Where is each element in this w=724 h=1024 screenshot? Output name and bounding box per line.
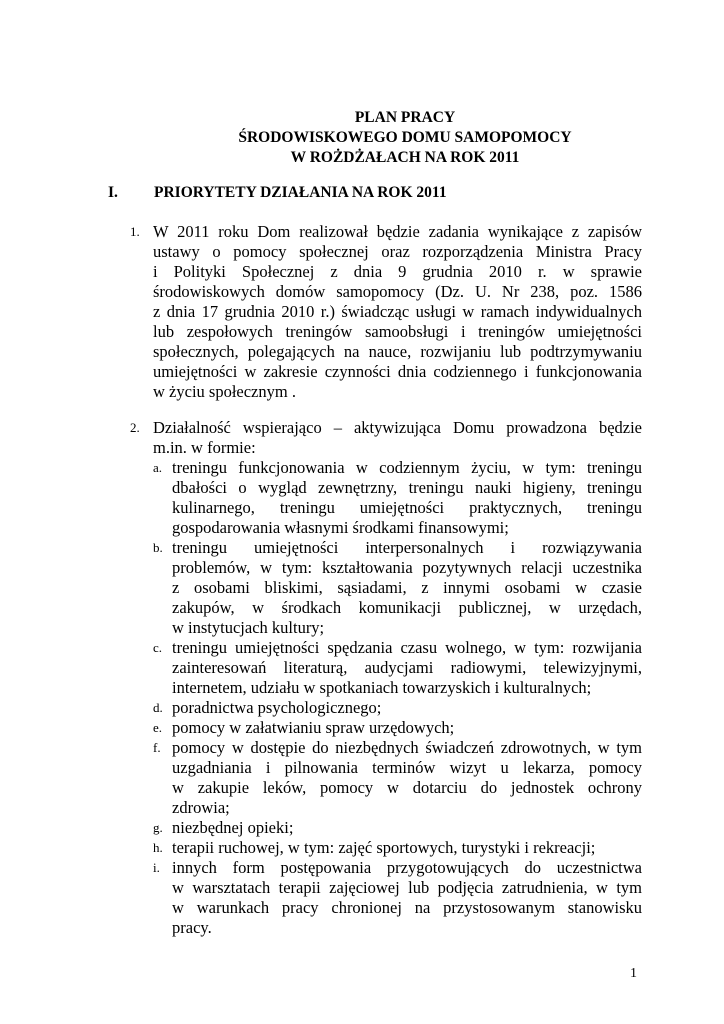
list-item-1 <box>130 222 642 402</box>
sub-item-letter: c. <box>153 640 163 655</box>
sub-item-line: pracy. <box>172 918 212 937</box>
section-heading <box>108 184 447 202</box>
sub-item-line: z osobami bliskimi, sąsiadami, z innymi osobami w czasie <box>172 578 642 597</box>
sub-item-letter: f. <box>153 740 161 755</box>
paragraph-line: umiejętności w zakresie czynności dnia codziennego i funkcjonowania <box>153 362 642 381</box>
sub-item-line: uzgadniania i pilnowania terminów wizyt u lekarza, pomocy <box>172 758 642 777</box>
section-title: PRIORYTETY DZIAŁANIA NA ROK 2011 <box>154 184 447 201</box>
sub-item-line: innych form postępowania przygotowujących do uczestnictwa <box>172 858 642 877</box>
section-number: I. <box>108 184 118 201</box>
sub-item-g <box>130 818 642 838</box>
sub-item-letter: b. <box>153 540 163 555</box>
sub-item-letter: g. <box>153 820 163 835</box>
sub-item-e <box>130 718 642 738</box>
list-item-number: 2. <box>130 420 140 435</box>
sub-item-letter: i. <box>153 860 160 875</box>
sub-item-line: kulinarnego, treningu umiejętności praktycznych, treningu <box>172 498 642 517</box>
paragraph-line: środowiskowych domów samopomocy (Dz. U. Nr 238, poz. 1586 <box>153 282 642 301</box>
sub-item-line: w instytucjach kultury; <box>172 618 325 637</box>
sub-item-line: w warsztatach terapii zajęciowej lub podjęcia zatrudnienia, w tym <box>172 878 642 897</box>
sub-item-h <box>130 838 642 858</box>
sub-item-line: problemów, w tym: kształtowania pozytywnych relacji uczestnika <box>172 558 642 577</box>
sub-item-letter: h. <box>153 840 163 855</box>
sub-item-letter: e. <box>153 720 163 735</box>
list-item-number: 1. <box>130 224 140 239</box>
paragraph-line: i Polityki Społecznej z dnia 9 grudnia 2010 r. w sprawie <box>153 262 642 281</box>
sub-item-line: pomocy w załatwianiu spraw urzędowych; <box>172 718 455 737</box>
sub-item-line: treningu funkcjonowania w codziennym życiu, w tym: treningu <box>172 458 642 477</box>
paragraph-line: Działalność wspierająco – aktywizująca Domu prowadzona będzie <box>153 418 642 437</box>
sub-item-line: dbałości o wygląd zewnętrzny, treningu nauki higieny, treningu <box>172 478 642 497</box>
document-title <box>180 108 630 168</box>
sub-item-line: w zakupie leków, pomocy w dotarciu do jednostek ochrony <box>172 778 642 797</box>
sub-item-line: zainteresowań literaturą, audycjami radiowymi, telewizyjnymi, <box>172 658 642 677</box>
sub-item-d <box>130 698 642 718</box>
sub-item-a <box>130 458 642 538</box>
paragraph-line: społecznych, polegających na nauce, rozwijaniu lub podtrzymywaniu <box>153 342 642 361</box>
sub-item-letter: a. <box>153 460 163 475</box>
sub-item-c <box>130 638 642 698</box>
title-line: ŚRODOWISKOWEGO DOMU SAMOPOMOCY <box>238 129 572 146</box>
paragraph-line: z dnia 17 grudnia 2010 r.) świadcząc usługi w ramach indywidualnych <box>153 302 642 321</box>
paragraph-line: m.in. w formie: <box>153 438 256 457</box>
paragraph-line: w życiu społecznym . <box>153 382 296 401</box>
sub-item-line: treningu umiejętności interpersonalnych i rozwiązywania <box>172 538 642 557</box>
sub-item-line: zakupów, w środkach komunikacji publicznej, w urzędach, <box>172 598 642 617</box>
list-item-2 <box>130 418 642 938</box>
sub-item-line: gospodarowania własnymi środkami finansowymi; <box>172 518 509 537</box>
paragraph-line: ustawy o pomocy społecznej oraz rozporządzenia Ministra Pracy <box>153 242 642 261</box>
sub-item-line: niezbędnej opieki; <box>172 818 294 837</box>
paragraph-line: W 2011 roku Dom realizował będzie zadania wynikające z zapisów <box>153 222 642 241</box>
paragraph-line: lub zespołowych treningów samoobsługi i treningów umiejętności <box>153 322 642 341</box>
sub-item-f <box>130 738 642 818</box>
title-line: PLAN PRACY <box>354 109 456 126</box>
sub-item-line: terapii ruchowej, w tym: zajęć sportowych, turystyki i rekreacji; <box>172 838 596 857</box>
sub-item-i <box>130 858 642 938</box>
sub-item-letter: d. <box>153 700 163 715</box>
sub-item-line: w warunkach pracy chronionej na przystosowanym stanowisku <box>172 898 642 917</box>
sub-item-line: pomocy w dostępie do niezbędnych świadczeń zdrowotnych, w tym <box>172 738 642 757</box>
sub-item-line: zdrowia; <box>172 798 230 817</box>
page-number: 1 <box>630 966 637 981</box>
sub-item-line: internetem, udziału w spotkaniach towarzyskich i kulturalnych; <box>172 678 592 697</box>
sub-item-b <box>130 538 642 638</box>
title-line: W ROŻDŻAŁACH NA ROK 2011 <box>290 149 520 166</box>
sub-item-line: poradnictwa psychologicznego; <box>172 698 382 717</box>
sub-item-line: treningu umiejętności spędzania czasu wolnego, w tym: rozwijania <box>172 638 642 657</box>
